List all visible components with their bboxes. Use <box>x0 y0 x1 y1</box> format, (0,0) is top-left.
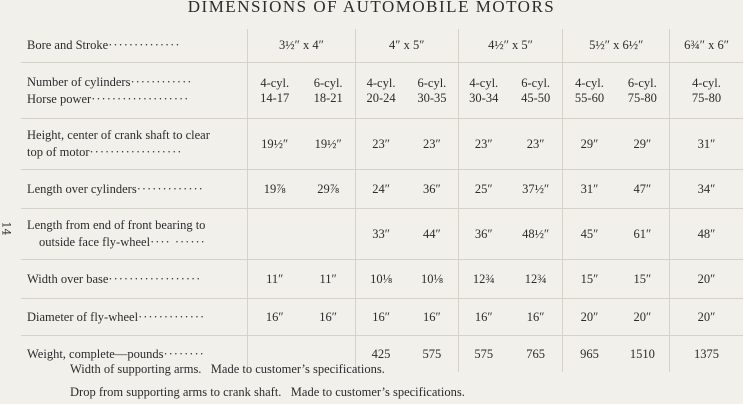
table-cell: 20″ <box>670 260 743 299</box>
row-label: Bore and Stroke·············· <box>21 29 248 63</box>
table-cell: 16″ <box>509 299 563 336</box>
table-row <box>21 170 743 209</box>
table-cell: 6-cyl. 30-35 <box>406 63 458 119</box>
table-cell: 29⅞ <box>301 170 355 209</box>
page-number: 14 <box>0 221 13 236</box>
bore-header: 6¾″ x 6″ <box>670 29 743 63</box>
table-cell: 47″ <box>616 170 670 209</box>
table-cell: 16″ <box>248 299 302 336</box>
table-cell: 6-cyl. 45-50 <box>509 63 563 119</box>
table-cell: 23″ <box>406 119 458 170</box>
table-cell: 44″ <box>406 209 458 260</box>
table-cell: 15″ <box>563 260 616 299</box>
table-row <box>21 119 743 170</box>
table-cell: 36″ <box>458 209 509 260</box>
table-cell: 6-cyl. 75-80 <box>616 63 670 119</box>
table-cell <box>301 209 355 260</box>
table-cell: 12¾ <box>458 260 509 299</box>
table-cell: 29″ <box>563 119 616 170</box>
note-supporting-arms: Width of supporting arms. Made to customer’s specifications. <box>70 362 385 376</box>
table-cell: 575 <box>458 336 509 373</box>
table-cell: 23″ <box>509 119 563 170</box>
table-cell: 29″ <box>616 119 670 170</box>
table-cell: 20″ <box>616 299 670 336</box>
table-cell: 31″ <box>563 170 616 209</box>
cylinders-row <box>21 63 743 119</box>
table-cell: 4-cyl. 55-60 <box>563 63 616 119</box>
row-label: Length over cylinders············· <box>21 170 248 209</box>
table-cell: 20″ <box>563 299 616 336</box>
table-cell: 1510 <box>629 346 655 361</box>
table-cell: 4-cyl. 30-34 <box>458 63 509 119</box>
table-cell: 19½″ <box>301 119 355 170</box>
table-cell: 19½″ <box>248 119 302 170</box>
row-label: Width over base·················· <box>21 260 248 299</box>
table-cell: 575 <box>422 346 442 361</box>
table-cell: 45″ <box>563 209 616 260</box>
table-cell: 31″ <box>670 119 743 170</box>
table-cell: 10⅛ <box>406 260 458 299</box>
table-cell: 20″ <box>670 299 743 336</box>
row-label: Weight, complete—pounds········ <box>27 346 205 361</box>
table-cell: 23″ <box>458 119 509 170</box>
table-cell: 16″ <box>301 299 355 336</box>
bore-header: 3½″ x 4″ <box>248 29 356 63</box>
table-cell: 11″ <box>301 260 355 299</box>
table-cell: 4-cyl. 14-17 <box>248 63 302 119</box>
bore-header: 5½″ x 6½″ <box>563 29 670 63</box>
bore-row <box>21 29 743 63</box>
bore-header: 4″ x 5″ <box>355 29 458 63</box>
table-cell: 16″ <box>406 299 458 336</box>
table-cell: 61″ <box>616 209 670 260</box>
table-cell: 15″ <box>616 260 670 299</box>
table-cell: 33″ <box>355 209 406 260</box>
bore-header: 4½″ x 5″ <box>458 29 563 63</box>
table-cell: 25″ <box>458 170 509 209</box>
row-label: Length from end of front bearing to outside face fly-wheel···· ······ <box>21 209 248 260</box>
table-cell: 19⅞ <box>248 170 302 209</box>
table-cell: 765 <box>526 346 546 361</box>
table-cell: 10⅛ <box>355 260 406 299</box>
table-row <box>21 299 743 336</box>
table-cell: 11″ <box>248 260 302 299</box>
row-label: Diameter of fly-wheel············· <box>21 299 248 336</box>
table-cell: 16″ <box>458 299 509 336</box>
table-cell: 1375 <box>670 336 743 373</box>
dimensions-table <box>21 29 743 372</box>
table-cell: 4-cyl. 20-24 <box>355 63 406 119</box>
page-title: DIMENSIONS OF AUTOMOBILE MOTORS <box>187 0 556 16</box>
table-cell: 16″ <box>355 299 406 336</box>
table-cell: 6-cyl. 18-21 <box>301 63 355 119</box>
table-row <box>21 260 743 299</box>
table-cell: 37½″ <box>509 170 563 209</box>
table-cell <box>248 209 302 260</box>
table-cell: 36″ <box>406 170 458 209</box>
table-cell: 965 <box>563 336 616 373</box>
table-cell: 12¾ <box>509 260 563 299</box>
table-cell: 48″ <box>670 209 743 260</box>
table-row <box>21 209 743 260</box>
table-cell: 425 <box>355 336 406 373</box>
table-cell: 4-cyl. 75-80 <box>670 63 743 119</box>
table-cell: 34″ <box>670 170 743 209</box>
table-cell: 23″ <box>355 119 406 170</box>
table-cell: 24″ <box>355 170 406 209</box>
row-label: Number of cylinders············ Horse power··················· <box>21 63 248 119</box>
table-cell: 48½″ <box>509 209 563 260</box>
note-drop-crank-shaft: Drop from supporting arms to crank shaft. Made to customer’s specifications. <box>70 385 465 399</box>
row-label: Height, center of crank shaft to clear top of motor·················· <box>21 119 248 170</box>
